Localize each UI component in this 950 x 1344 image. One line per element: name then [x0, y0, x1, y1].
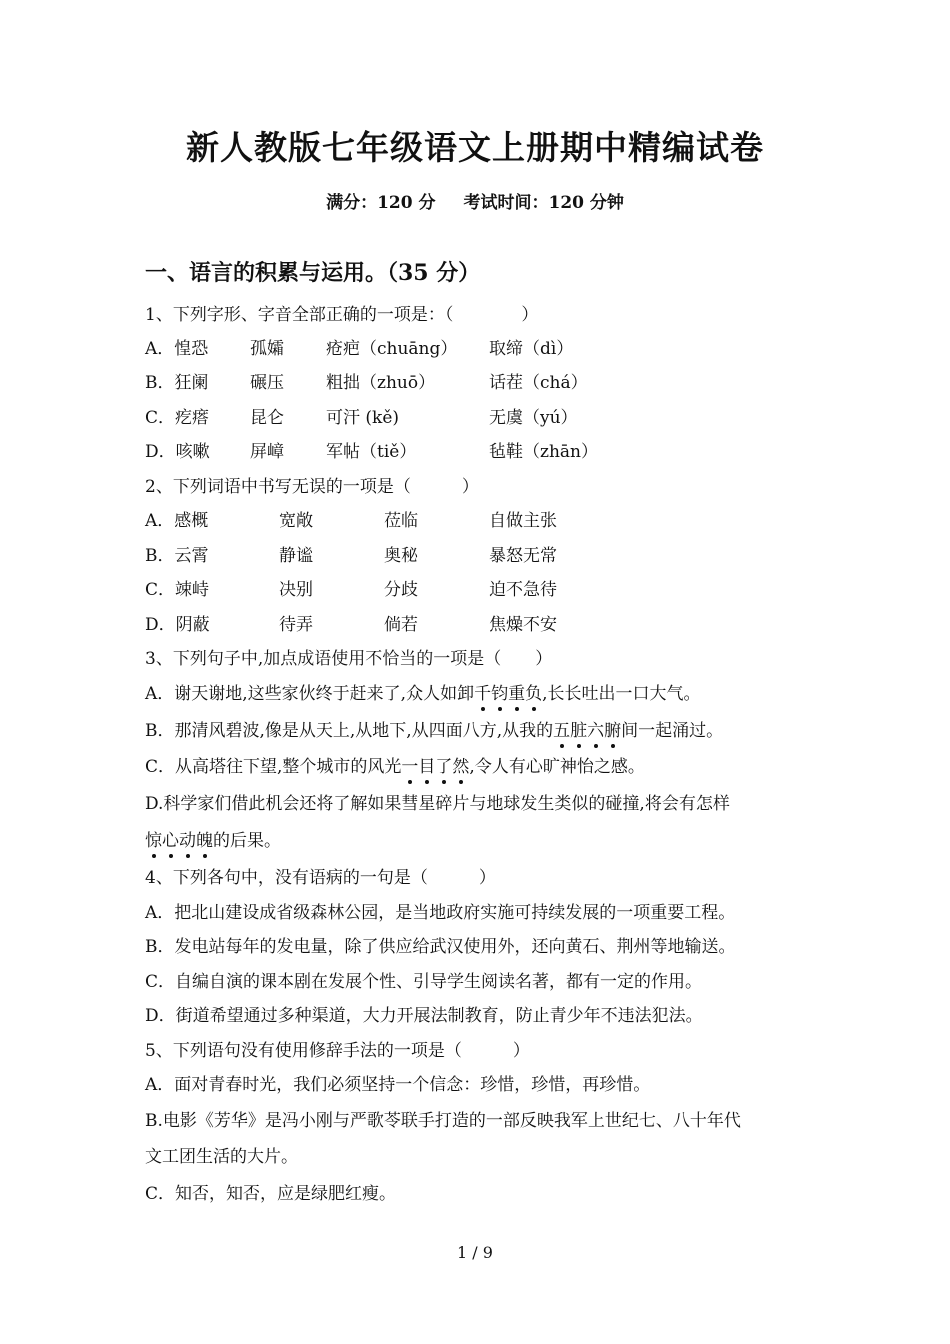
full-score: 满分：120 分 — [326, 193, 436, 213]
section-heading: 一、语言的积累与运用。（35 分） — [145, 260, 481, 286]
question-5-option-b-cont: 文工团生活的大片。 — [145, 1147, 298, 1167]
question-4-option-d: D．街道希望通过多种渠道，大力开展法制教育，防止青少年不违法犯法。 — [145, 1006, 703, 1026]
question-3-option-d: D.科学家们借此机会还将了解如果彗星碎片与地球发生类似的碰撞,将会有怎样 — [145, 794, 730, 814]
question-5-option-b: B.电影《芳华》是冯小刚与严歌苓联手打造的一部反映我军上世纪七、八十年代 — [145, 1111, 741, 1131]
question-5-option-a: A．面对青春时光，我们必须坚持一个信念：珍惜，珍惜，再珍惜。 — [145, 1075, 651, 1095]
page-number: 1 / 9 — [457, 1243, 493, 1262]
page-title: 新人教版七年级语文上册期中精编试卷 — [186, 128, 764, 167]
question-3-option-a: A．谢天谢地,这些家伙终于赶来了,众人如卸千钧重负,长长吐出一口大气。 — [145, 679, 701, 704]
question-5-stem: 5、下列语句没有使用修辞手法的一项是（ ） — [145, 1041, 530, 1061]
question-4-stem: 4、下列各句中，没有语病的一句是（ ） — [145, 868, 496, 888]
exam-info — [0, 188, 950, 213]
question-3-option-c: C．从高塔往下望,整个城市的风光一目了然,令人有心旷神怡之感。 — [145, 752, 645, 777]
question-4-option-b: B．发电站每年的发电量，除了供应给武汉使用外，还向黄石、荆州等地输送。 — [145, 937, 736, 957]
question-3-stem: 3、下列句子中,加点成语使用不恰当的一项是（ ） — [145, 649, 553, 669]
question-1-stem: 1、下列字形、字音全部正确的一项是：（ ） — [145, 305, 539, 325]
question-3-option-b: B．那清风碧波,像是从天上,从地下,从四面八方,从我的五脏六腑间一起涌过。 — [145, 716, 723, 741]
exam-time: 考试时间：120 分钟 — [463, 193, 624, 213]
question-5-option-c: C．知否，知否，应是绿肥红瘦。 — [145, 1184, 397, 1204]
exam-page: 新人教版七年级语文上册期中精编试卷 满分：120 分 考试时间：120 分钟 一、语言的积累与运用。（35 分） 1、下列字形、字音全部正确的一项是：（ ） A．惶恐 孤孀 疮疤（chuāng） 取缔（dì） B．狂阑 碾压 粗拙（zhuō） 话茬（chá） C．疙瘩 昆仑 可汗 (kě) 无虞（yú） D．咳嗽 屏嶂 军帖（tiě） 毡鞋（zhān） 2、下列词语中书写无误的一项是（ ） A．感概 宽敞 莅临 自做主张 B．云霄 静谧 奥秘 暴怒无常 C．竦峙 决别 分歧 迫不急待 D．阴蔽 待弄 倘若 焦燥不安 3、下列句子中,加点成语使用不恰当的一项是（ ） A．谢天谢地,这些家伙终于赶来了,众人如卸千钧重负,长长吐出一口大气。 B．那清风碧波,像是从天上,从地下,从四面八方,从我的五脏六腑间一起涌过。 C．从高塔往下望,整个城市的风光一目了然,令人有心旷神怡之感。 D.科学家们借此机会还将了解如果彗星碎片与地球发生类似的碰撞,将会有怎样 惊心动魄的后果。 4、下列各句中，没有语病的一句是（ ） A．把北山建设成省级森林公园，是当地政府实施可持续发展的一项重要工程。 B．发电站每年的发电量，除了供应给武汉使用外，还向黄石、荆州等地输送。 C．自编自演的课本剧在发展个性、引导学生阅读名著，都有一定的作用。 D．街道希望通过多种渠道，大力开展法制教育，防止青少年不违法犯法。 5、下列语句没有使用修辞手法的一项是（ ） A．面对青春时光，我们必须坚持一个信念：珍惜，珍惜，再珍惜。 B.电影《芳华》是冯小刚与严歌苓联手打造的一部反映我军上世纪七、八十年代 文工团生活的大片。 C．知否，知否，应是绿肥红瘦。 1 / 9 — [0, 0, 950, 1344]
question-4-option-c: C．自编自演的课本剧在发展个性、引导学生阅读名著，都有一定的作用。 — [145, 972, 703, 992]
question-4-option-a: A．把北山建设成省级森林公园，是当地政府实施可持续发展的一项重要工程。 — [145, 903, 736, 923]
question-3-option-d-cont: 惊心动魄的后果。 — [145, 826, 281, 851]
question-2-stem: 2、下列词语中书写无误的一项是（ ） — [145, 477, 479, 497]
